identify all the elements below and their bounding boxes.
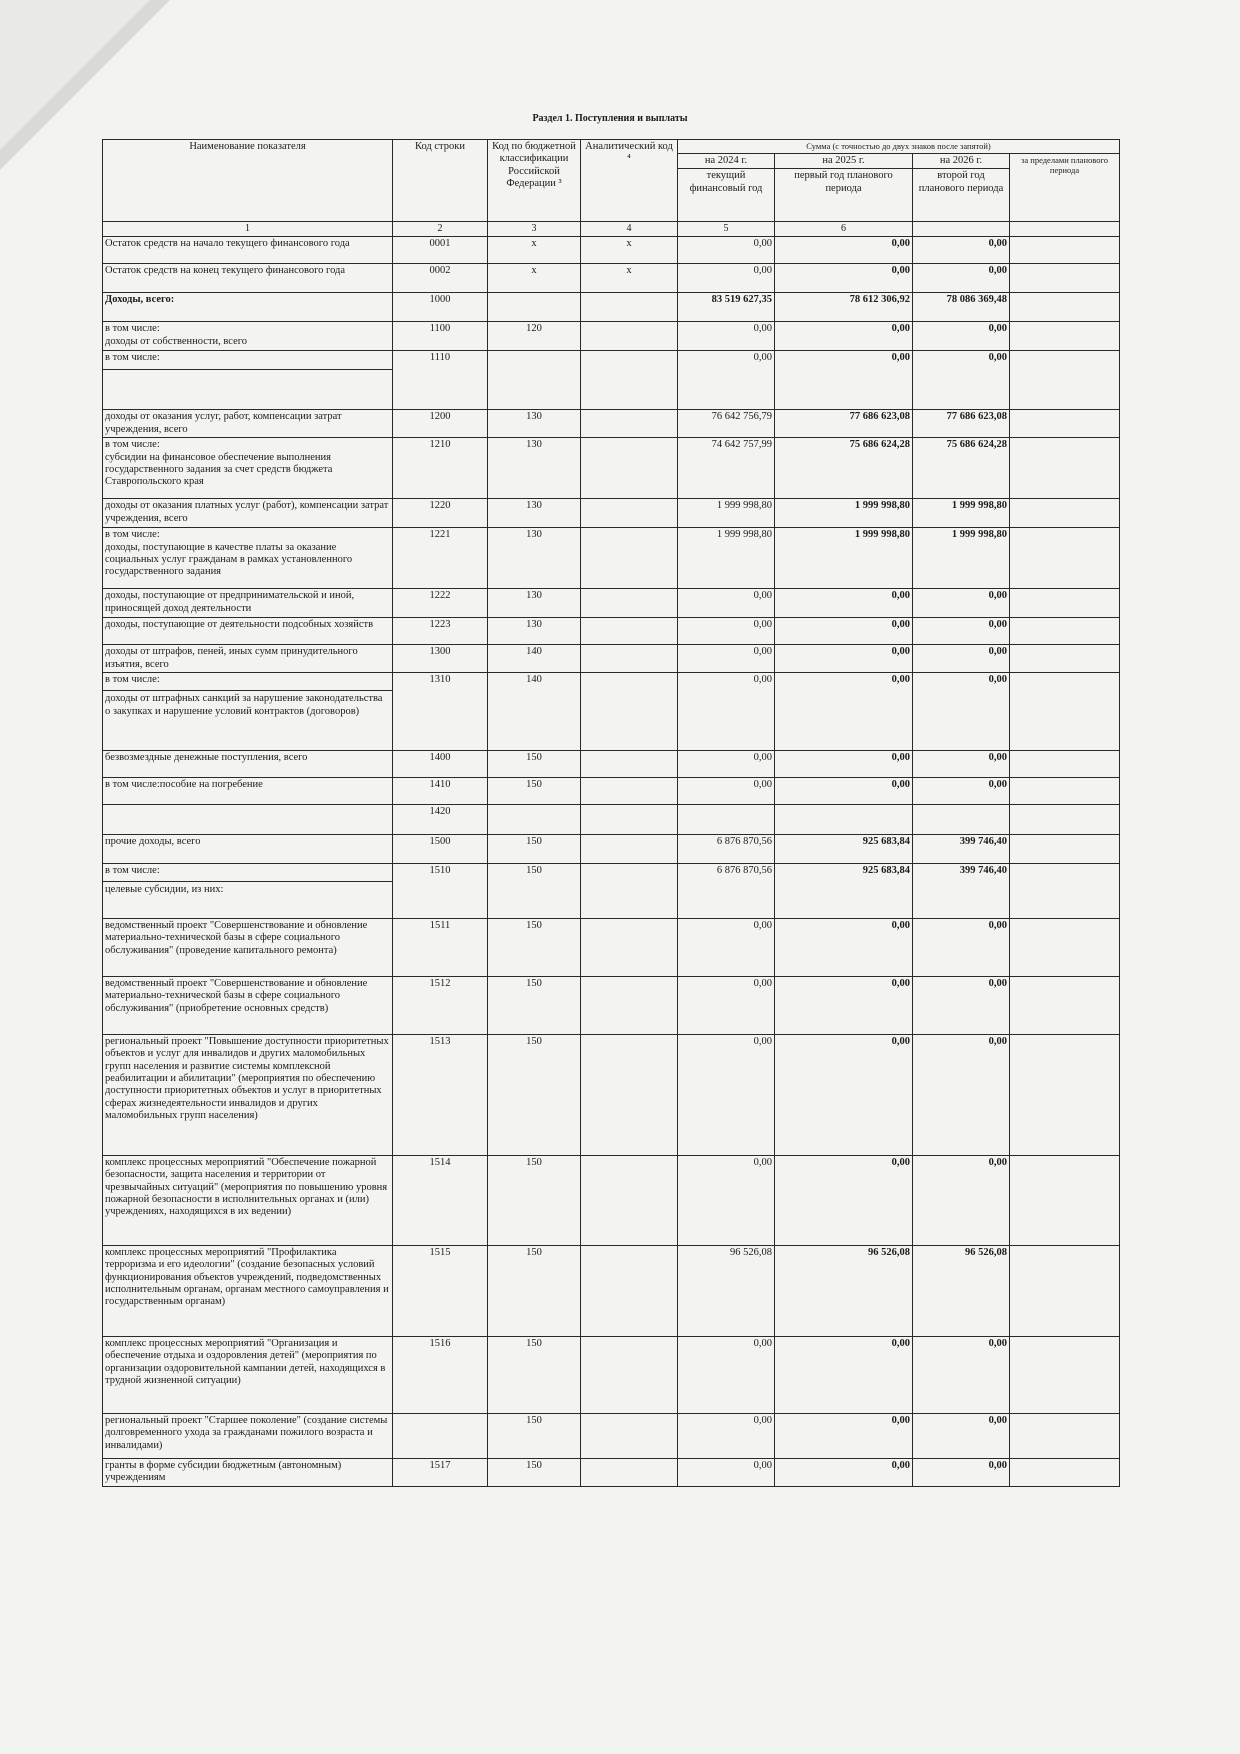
amount-2025 [775,804,913,834]
row-label-text: в том числе: доходы от собственности, всего [105,323,248,347]
header-budget-code: Код по бюджетной классификации Российской Федерации ³ [488,140,581,222]
header-name: Наименование показателя [103,140,393,222]
row-budget-code: 120 [488,322,581,351]
amount-beyond [1010,645,1120,673]
row-code: 1512 [393,976,488,1034]
row-code: 1223 [393,618,488,645]
row-analytic-code [581,750,678,777]
amount-2025: 0,00 [775,589,913,618]
amount-2025: 1 999 998,80 [775,499,913,528]
row-label [103,1413,393,1458]
row-label-text: в том числе: субсидии на финансовое обеспечение выполнения государственного задания за счет средств бюджета Ставропольского края [105,439,333,488]
column-numbers-row [103,222,1120,237]
row-budget-code [488,804,581,834]
amount-beyond [1010,750,1120,777]
table-row [103,618,1120,645]
amount-2026: 0,00 [913,750,1010,777]
row-budget-code: x [488,264,581,293]
table-row [103,1458,1120,1486]
row-analytic-code [581,589,678,618]
amount-2026: 0,00 [913,237,1010,264]
row-label [103,1155,393,1245]
row-label-text: комплекс процессных мероприятий "Организация и обеспечение отдыха и оздоровления детей" (мероприятия по организации оздоровительной кампании детей, находящихся в трудной жизненной ситуации) [105,1337,386,1387]
amount-2026: 96 526,08 [913,1245,1010,1336]
row-analytic-code [581,672,678,750]
header-year3-desc: второй год планового периода [913,169,1010,222]
table-row [103,438,1120,499]
row-analytic-code [581,351,678,410]
amount-2026: 0,00 [913,645,1010,673]
amount-beyond [1010,438,1120,499]
amount-2026: 77 686 623,08 [913,410,1010,438]
amount-2025: 96 526,08 [775,1245,913,1336]
row-analytic-code [581,863,678,918]
row-label-text: комплекс процессных мероприятий "Профилактика терроризма и его идеологии" (создание безопасных условий функционирования объектов учреждений, подведомственных исполнительным органам, органам местного самоуправления и государственным органам) [105,1246,389,1308]
section-title: Раздел 1. Поступления и выплаты [532,113,688,124]
amount-2025: 0,00 [775,645,913,673]
row-budget-code: x [488,237,581,264]
amount-2024: 0,00 [678,618,775,645]
row-code [393,1413,488,1458]
amount-2024: 1 999 998,80 [678,528,775,589]
row-label-text: гранты в форме субсидии бюджетным (автономным) учреждениям [105,1459,342,1484]
amount-beyond [1010,834,1120,863]
amount-2024: 0,00 [678,322,775,351]
table-row [103,293,1120,322]
row-label [103,918,393,976]
amount-2026: 0,00 [913,589,1010,618]
amount-2025: 75 686 624,28 [775,438,913,499]
amount-2026: 0,00 [913,1458,1010,1486]
row-label [103,750,393,777]
row-label-text: доходы, поступающие от деятельности подсобных хозяйств [105,619,374,631]
amount-2025: 0,00 [775,1413,913,1458]
row-code: 1514 [393,1155,488,1245]
amount-2026: 0,00 [913,976,1010,1034]
amount-2025: 77 686 623,08 [775,410,913,438]
row-budget-code: 130 [488,528,581,589]
header-year-2026: на 2026 г. [913,154,1010,169]
table-row [103,589,1120,618]
header-beyond-period: за пределами планового периода [1010,154,1120,222]
table-row [103,264,1120,293]
amount-2025: 78 612 306,92 [775,293,913,322]
row-analytic-code [581,777,678,804]
row-analytic-code [581,1034,678,1155]
row-sublabel-text: доходы от штрафных санкций за нарушение законодательства о закупках и нарушение условий контрактов (договоров) [103,690,392,718]
amount-beyond [1010,672,1120,750]
row-analytic-code [581,499,678,528]
amount-2025: 0,00 [775,1458,913,1486]
row-label-text: в том числе:пособие на погребение [105,778,263,790]
header-year-2024: на 2024 г. [678,154,775,169]
row-analytic-code [581,1155,678,1245]
row-analytic-code [581,976,678,1034]
table-row [103,237,1120,264]
row-label [103,1336,393,1413]
amount-2024: 74 642 757,99 [678,438,775,499]
table-row [103,1034,1120,1155]
row-analytic-code [581,1336,678,1413]
row-budget-code [488,293,581,322]
header-row-code: Код строки [393,140,488,222]
row-analytic-code [581,804,678,834]
row-label-text: Остаток средств на начало текущего финансового года [105,238,350,250]
amount-beyond [1010,804,1120,834]
table-row [103,1336,1120,1413]
row-budget-code: 150 [488,1413,581,1458]
row-label [103,804,393,834]
amount-2026: 0,00 [913,1413,1010,1458]
amount-2024: 0,00 [678,589,775,618]
amount-beyond [1010,1336,1120,1413]
amount-2025: 0,00 [775,322,913,351]
amount-beyond [1010,499,1120,528]
budget-table [102,139,1120,1487]
amount-2025: 925 683,84 [775,834,913,863]
col-number: 6 [775,222,913,237]
col-number: 2 [393,222,488,237]
amount-2026: 75 686 624,28 [913,438,1010,499]
amount-2024: 0,00 [678,1413,775,1458]
table-row [103,804,1120,834]
row-budget-code: 150 [488,1336,581,1413]
row-label [103,351,393,410]
row-label [103,618,393,645]
row-label-text: доходы от штрафов, пеней, иных сумм принудительного изъятия, всего [105,646,358,670]
amount-beyond [1010,528,1120,589]
row-label [103,645,393,673]
row-code: 1200 [393,410,488,438]
row-budget-code: 150 [488,863,581,918]
row-budget-code: 150 [488,750,581,777]
row-code: 1100 [393,322,488,351]
table-row [103,1245,1120,1336]
row-budget-code: 150 [488,834,581,863]
amount-2026: 0,00 [913,322,1010,351]
amount-beyond [1010,1034,1120,1155]
row-label [103,1458,393,1486]
table-row [103,976,1120,1034]
amount-2024: 0,00 [678,264,775,293]
row-budget-code: 130 [488,618,581,645]
row-label [103,528,393,589]
row-code: 1516 [393,1336,488,1413]
amount-2026 [913,804,1010,834]
row-label-text: в том числе: [105,673,160,685]
row-label-text: региональный проект "Повышение доступности приоритетных объектов и услуг для инвалидов и других маломобильных групп населения и развитие системы комплексной реабилитации и абилитации" (мероприятия по обеспечению доступности приоритетных объектов и услуг в приоритетных сферах жизнедеятельности инвалидов и других маломобильных групп населения) [105,1035,389,1122]
table-row [103,777,1120,804]
header-sum-title: Сумма (с точностью до двух знаков после запятой) [678,140,1120,154]
amount-2024: 96 526,08 [678,1245,775,1336]
amount-2024: 0,00 [678,918,775,976]
amount-2026: 0,00 [913,1336,1010,1413]
row-label [103,777,393,804]
table-row [103,351,1120,410]
row-code: 0001 [393,237,488,264]
amount-2026: 0,00 [913,351,1010,410]
col-number-empty [913,222,1010,237]
amount-2026: 0,00 [913,264,1010,293]
table-row [103,672,1120,750]
amount-2025: 0,00 [775,1155,913,1245]
amount-beyond [1010,237,1120,264]
amount-beyond [1010,351,1120,410]
row-code: 1513 [393,1034,488,1155]
row-code: 1420 [393,804,488,834]
row-label [103,293,393,322]
amount-2024: 0,00 [678,1155,775,1245]
row-code: 1410 [393,777,488,804]
table-row [103,750,1120,777]
amount-2026: 0,00 [913,672,1010,750]
row-label [103,1034,393,1155]
amount-2025: 0,00 [775,264,913,293]
row-budget-code: 150 [488,1155,581,1245]
row-label-text: в том числе: [105,864,160,876]
amount-2024: 0,00 [678,237,775,264]
amount-2024: 0,00 [678,645,775,673]
row-label [103,863,393,918]
header-year2-desc: первый год планового периода [775,169,913,222]
row-label [103,410,393,438]
amount-2025: 0,00 [775,1034,913,1155]
amount-beyond [1010,589,1120,618]
row-analytic-code [581,1458,678,1486]
row-analytic-code [581,528,678,589]
row-label [103,976,393,1034]
row-analytic-code [581,1413,678,1458]
table-row [103,499,1120,528]
row-label-text: региональный проект "Старшее поколение" (создание системы долговременного ухода за гражданами пожилого возраста и инвалидами) [105,1414,388,1451]
amount-2026: 399 746,40 [913,863,1010,918]
amount-2024: 0,00 [678,672,775,750]
row-code: 1400 [393,750,488,777]
row-label [103,589,393,618]
row-label-text: доходы от оказания услуг, работ, компенсации затрат учреждения, всего [105,411,342,435]
row-budget-code: 130 [488,499,581,528]
amount-2024: 0,00 [678,750,775,777]
row-budget-code: 150 [488,777,581,804]
amount-beyond [1010,976,1120,1034]
amount-beyond [1010,1245,1120,1336]
row-budget-code: 150 [488,1034,581,1155]
col-number-empty [1010,222,1120,237]
amount-2024: 6 876 870,56 [678,863,775,918]
row-code: 0002 [393,264,488,293]
row-analytic-code [581,618,678,645]
row-label-text: в том числе: [105,352,160,364]
row-analytic-code [581,918,678,976]
amount-2025: 0,00 [775,777,913,804]
amount-2026: 1 999 998,80 [913,499,1010,528]
row-budget-code [488,351,581,410]
row-label-text: ведомственный проект "Совершенствование и обновление материально-технической базы в сфере социального обслуживания" (проведение капитального ремонта) [105,919,368,956]
amount-2025: 0,00 [775,918,913,976]
header-analytic-code: Аналитический код ⁴ [581,140,678,222]
header-year-2025: на 2025 г. [775,154,913,169]
amount-2024: 0,00 [678,1034,775,1155]
row-analytic-code [581,834,678,863]
amount-beyond [1010,1413,1120,1458]
row-label [103,237,393,264]
row-budget-code: 150 [488,1245,581,1336]
amount-2024: 0,00 [678,1458,775,1486]
amount-2025: 0,00 [775,750,913,777]
row-code: 1222 [393,589,488,618]
row-label-text: Доходы, всего: [105,294,175,306]
amount-2025: 0,00 [775,351,913,410]
amount-beyond [1010,410,1120,438]
header-row-1 [103,140,1120,154]
table-row [103,322,1120,351]
amount-2026: 0,00 [913,777,1010,804]
header-year1-desc: текущий финансовый год [678,169,775,222]
amount-beyond [1010,777,1120,804]
row-budget-code: 130 [488,589,581,618]
amount-2024: 1 999 998,80 [678,499,775,528]
row-code: 1310 [393,672,488,750]
table-row [103,834,1120,863]
row-code: 1300 [393,645,488,673]
col-number: 1 [103,222,393,237]
row-label [103,322,393,351]
table-row [103,528,1120,589]
amount-beyond [1010,1155,1120,1245]
row-budget-code: 150 [488,918,581,976]
table-row [103,918,1120,976]
amount-2024: 0,00 [678,976,775,1034]
amount-2026: 78 086 369,48 [913,293,1010,322]
row-budget-code: 130 [488,410,581,438]
amount-beyond [1010,1458,1120,1486]
row-label-text: доходы от оказания платных услуг (работ), компенсации затрат учреждения, всего [105,500,389,524]
amount-beyond [1010,322,1120,351]
table-row [103,645,1120,673]
table-row [103,410,1120,438]
row-budget-code: 150 [488,976,581,1034]
amount-2025: 0,00 [775,672,913,750]
row-label-text: безвозмездные денежные поступления, всего [105,751,308,763]
amount-beyond [1010,918,1120,976]
row-code: 1000 [393,293,488,322]
amount-2025: 1 999 998,80 [775,528,913,589]
page-fold [0,0,150,150]
row-label-subcell [103,369,392,398]
row-code: 1500 [393,834,488,863]
row-analytic-code [581,1245,678,1336]
row-code: 1510 [393,863,488,918]
amount-2025: 0,00 [775,237,913,264]
row-code: 1517 [393,1458,488,1486]
row-code: 1220 [393,499,488,528]
row-analytic-code [581,322,678,351]
row-label-text: доходы, поступающие от предпринимательской и иной, приносящей доход деятельности [105,590,355,614]
amount-2025: 925 683,84 [775,863,913,918]
amount-2026: 1 999 998,80 [913,528,1010,589]
amount-2024: 0,00 [678,777,775,804]
row-code: 1210 [393,438,488,499]
col-number: 4 [581,222,678,237]
row-code: 1511 [393,918,488,976]
row-budget-code: 140 [488,645,581,673]
row-label-text: в том числе: доходы, поступающие в качестве платы за оказание социальных услуг гражданам в рамках установленного государственного задания [105,529,353,578]
amount-beyond [1010,293,1120,322]
amount-2024: 76 642 756,79 [678,410,775,438]
col-number: 3 [488,222,581,237]
amount-2026: 0,00 [913,918,1010,976]
amount-beyond [1010,863,1120,918]
amount-2025: 0,00 [775,976,913,1034]
row-code: 1515 [393,1245,488,1336]
row-label [103,834,393,863]
table-row [103,863,1120,918]
row-label [103,1245,393,1336]
row-label [103,499,393,528]
row-label-text: Остаток средств на конец текущего финансового года [105,265,346,277]
amount-2024 [678,804,775,834]
row-label-text: ведомственный проект "Совершенствование и обновление материально-технической базы в сфере социального обслуживания" (приобретение основных средств) [105,977,368,1014]
row-analytic-code [581,645,678,673]
amount-2026: 399 746,40 [913,834,1010,863]
row-label [103,264,393,293]
row-label [103,438,393,499]
amount-2026: 0,00 [913,1155,1010,1245]
row-analytic-code: x [581,264,678,293]
amount-2024: 6 876 870,56 [678,834,775,863]
row-budget-code: 150 [488,1458,581,1486]
amount-2025: 0,00 [775,618,913,645]
row-sublabel-text: целевые субсидии, из них: [103,881,392,896]
row-label-text: прочие доходы, всего [105,835,201,847]
row-label-text: комплекс процессных мероприятий "Обеспечение пожарной безопасности, защита населения и территории от чрезвычайных ситуаций" (мероприятия по повышению уровня пожарной безопасности в исполнительных органах и (или) учреждениях, находящихся в их ведении) [105,1156,388,1218]
amount-2025: 0,00 [775,1336,913,1413]
amount-2024: 0,00 [678,1336,775,1413]
row-analytic-code [581,293,678,322]
row-label [103,672,393,750]
amount-2024: 83 519 627,35 [678,293,775,322]
amount-2026: 0,00 [913,618,1010,645]
row-analytic-code [581,410,678,438]
amount-beyond [1010,264,1120,293]
amount-2024: 0,00 [678,351,775,410]
row-code: 1110 [393,351,488,410]
col-number: 5 [678,222,775,237]
row-budget-code: 130 [488,438,581,499]
table-row [103,1413,1120,1458]
table-row [103,1155,1120,1245]
row-code: 1221 [393,528,488,589]
row-analytic-code [581,438,678,499]
amount-2026: 0,00 [913,1034,1010,1155]
row-analytic-code: x [581,237,678,264]
row-budget-code: 140 [488,672,581,750]
amount-beyond [1010,618,1120,645]
